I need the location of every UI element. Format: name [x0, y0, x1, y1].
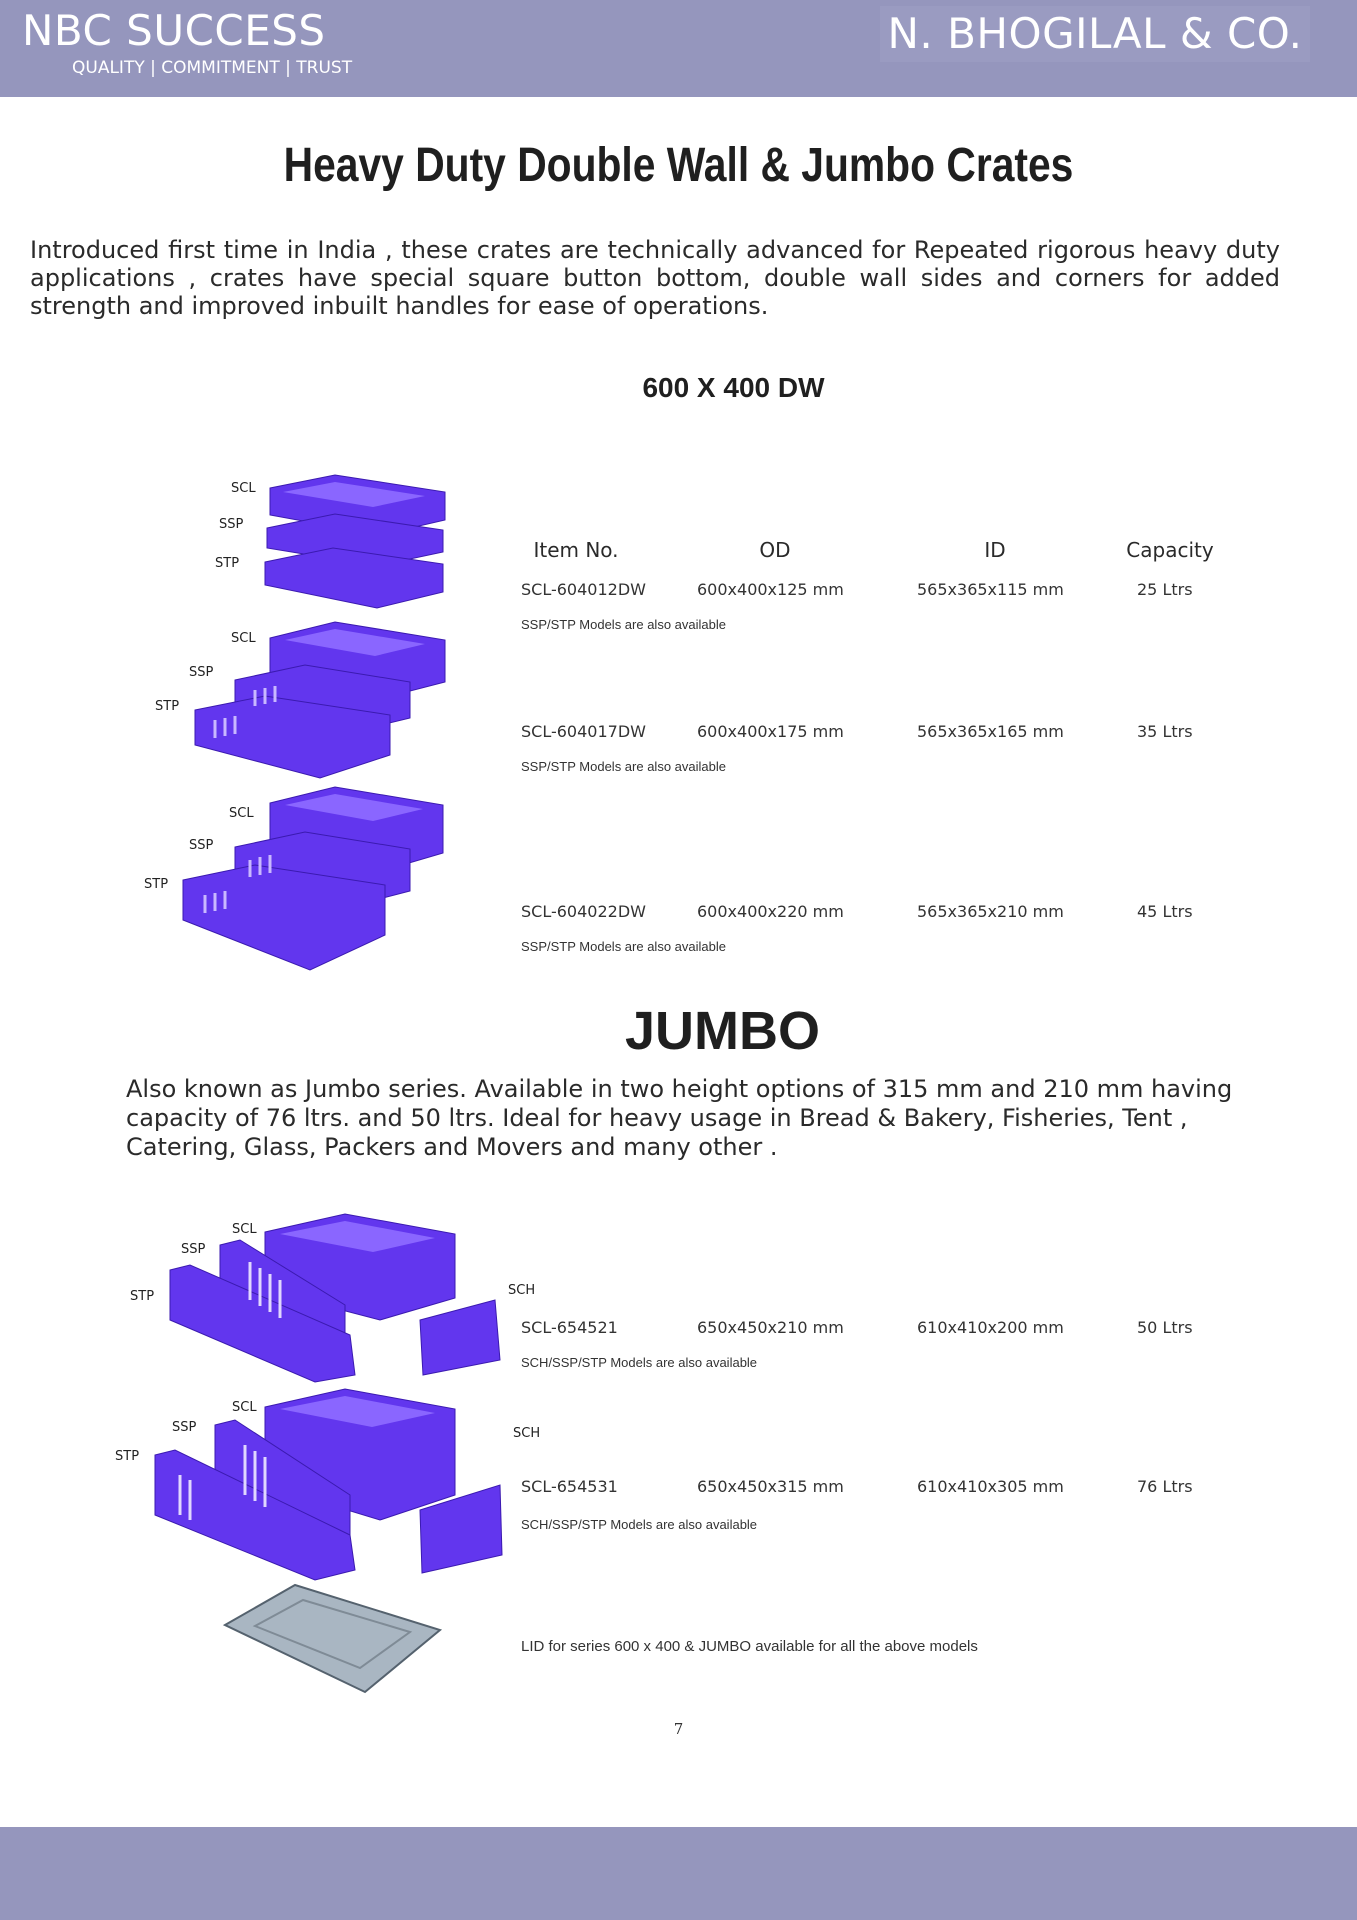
- jumbo-row2-id: 610x410x305 mm: [917, 1477, 1064, 1496]
- crate-image-604012: [255, 470, 455, 630]
- section-600-heading: 600 X 400 DW: [642, 372, 825, 403]
- row1-id: 565x365x115 mm: [917, 580, 1064, 599]
- jumbo-row1-od: 650x450x210 mm: [697, 1318, 844, 1337]
- label-ssp-3: SSP: [189, 838, 214, 853]
- crate-image-604022: [175, 785, 455, 975]
- label-scl-4: SCL: [232, 1222, 257, 1237]
- jumbo-row2-note: SCH/SSP/STP Models are also available: [521, 1517, 758, 1532]
- label-stp-5: STP: [115, 1449, 140, 1464]
- brand-tagline: QUALITY | COMMITMENT | TRUST: [72, 58, 353, 78]
- row2-capacity: 35 Ltrs: [1137, 722, 1193, 741]
- row3-note: SSP/STP Models are also available: [521, 939, 726, 954]
- label-ssp-5: SSP: [172, 1420, 197, 1435]
- jumbo-heading: JUMBO: [624, 1001, 820, 1061]
- label-sch-5: SCH: [513, 1426, 541, 1441]
- page-number: 7: [673, 1720, 684, 1738]
- label-scl-3: SCL: [229, 806, 254, 821]
- column-header-od: OD: [759, 538, 791, 562]
- crate-image-654531: [150, 1385, 510, 1585]
- label-ssp-4: SSP: [181, 1242, 206, 1257]
- lid-note: LID for series 600 x 400 & JUMBO available for all the above models: [521, 1638, 978, 1655]
- jumbo-row1-id: 610x410x200 mm: [917, 1318, 1064, 1337]
- label-scl-5: SCL: [232, 1400, 257, 1415]
- label-stp-3: STP: [144, 877, 169, 892]
- crate-image-604017: [185, 620, 455, 795]
- label-stp-2: STP: [155, 699, 180, 714]
- label-ssp-2: SSP: [189, 665, 214, 680]
- row3-od: 600x400x220 mm: [697, 902, 844, 921]
- column-header-id: ID: [984, 538, 1006, 562]
- column-header-item: Item No.: [533, 538, 619, 562]
- crate-image-654521: [165, 1210, 505, 1390]
- jumbo-row2-capacity: 76 Ltrs: [1137, 1477, 1193, 1496]
- row2-note: SSP/STP Models are also available: [521, 759, 726, 774]
- page-title: Heavy Duty Double Wall & Jumbo Crates: [283, 139, 1074, 192]
- jumbo-description: Also known as Jumbo series. Available in two height options of 315 mm and 210 mm having capacity of 76 ltrs. and 50 ltrs. Ideal for heavy usage in Bread & Bakery, Fisheries, Tent , Catering, Glass, Packers and Movers and many other .: [126, 1075, 1233, 1161]
- row3-capacity: 45 Ltrs: [1137, 902, 1193, 921]
- intro-paragraph: Introduced first time in India , these crates are technically advanced for Repeated rigorous heavy duty applications , crates have special square button bottom, double wall sides and corners for added strength and improved inbuilt handles for ease of operations.: [30, 236, 1280, 320]
- label-scl-1: SCL: [231, 481, 256, 496]
- label-stp-4: STP: [130, 1289, 155, 1304]
- row1-note: SSP/STP Models are also available: [521, 617, 726, 632]
- row3-item: SCL-604022DW: [521, 902, 646, 921]
- label-stp-1: STP: [215, 556, 240, 571]
- row1-item: SCL-604012DW: [521, 580, 646, 599]
- column-header-capacity: Capacity: [1126, 538, 1214, 562]
- row1-capacity: 25 Ltrs: [1137, 580, 1193, 599]
- row1-od: 600x400x125 mm: [697, 580, 844, 599]
- jumbo-row2-od: 650x450x315 mm: [697, 1477, 844, 1496]
- jumbo-row1-note: SCH/SSP/STP Models are also available: [521, 1355, 758, 1370]
- label-scl-2: SCL: [231, 631, 256, 646]
- header-band: [0, 0, 1357, 97]
- row2-od: 600x400x175 mm: [697, 722, 844, 741]
- row2-id: 565x365x165 mm: [917, 722, 1064, 741]
- company-name: N. BHOGILAL & CO.: [880, 6, 1310, 62]
- jumbo-row2-item: SCL-654531: [521, 1477, 618, 1496]
- row2-item: SCL-604017DW: [521, 722, 646, 741]
- label-ssp-1: SSP: [219, 517, 244, 532]
- label-sch-4: SCH: [508, 1283, 536, 1298]
- lid-image: [215, 1580, 445, 1695]
- footer-band: [0, 1827, 1357, 1920]
- brand-name: NBC SUCCESS: [22, 6, 326, 55]
- jumbo-row1-capacity: 50 Ltrs: [1137, 1318, 1193, 1337]
- jumbo-row1-item: SCL-654521: [521, 1318, 618, 1337]
- row3-id: 565x365x210 mm: [917, 902, 1064, 921]
